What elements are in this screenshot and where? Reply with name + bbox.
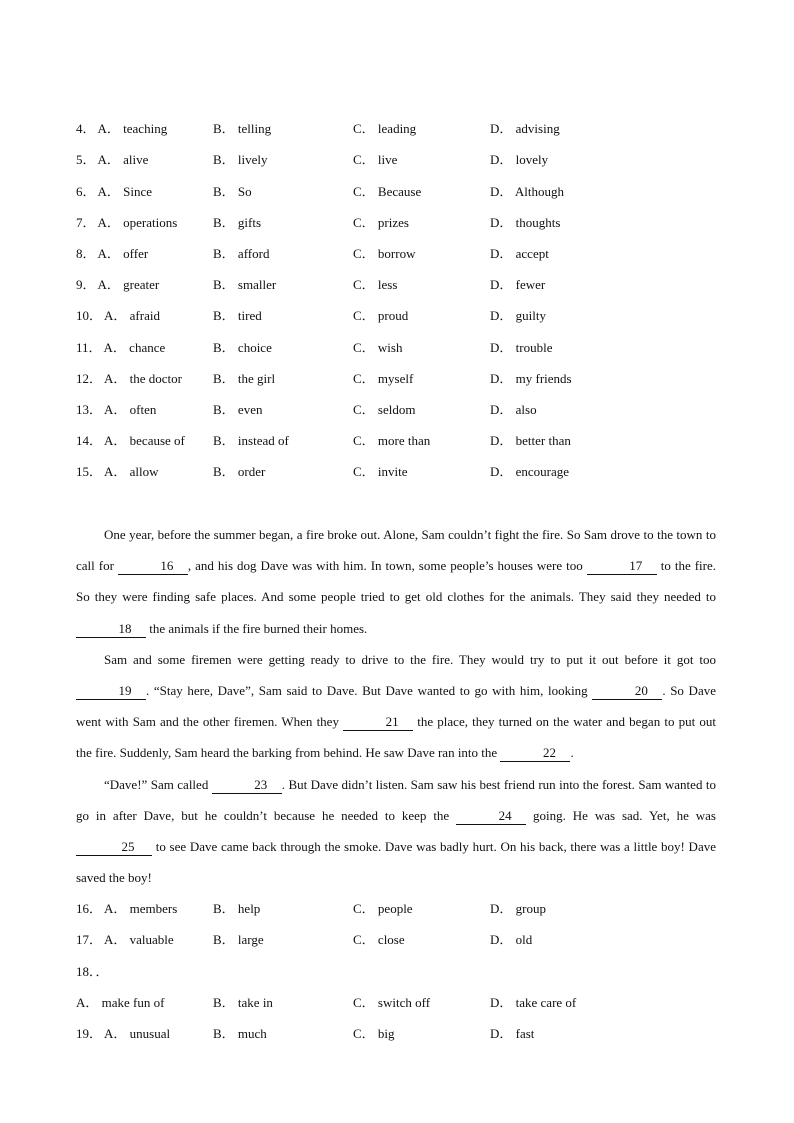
question-10 [76,306,736,326]
option-d: D． lovely [490,152,549,167]
option-b: B． telling [213,121,272,136]
option-d: D． group [490,901,546,916]
option-d: D． take care of [490,995,577,1010]
cloze-passage [76,519,716,893]
option-b: B． smaller [213,277,277,292]
option-a: 6． A． Since [76,184,153,199]
option-a: 16． A． members [76,901,178,916]
option-d: D． encourage [490,464,570,479]
option-a: 7． A． operations [76,215,178,230]
blank-21: 21 [343,714,413,731]
option-a: 8． A． offer [76,246,149,261]
option-d: D． fast [490,1026,535,1041]
blank-19: 19 [76,683,146,700]
passage-paragraph-3: “Dave!” Sam called 23 . But Dave didn’t listen. Sam saw his best friend run into the forest. Sam wanted to go in after Dave, but he couldn’t because he needed to keep the 24 going. He was sad. Yet, he was 25 to see Dave came back through the smoke. Dave was badly hurt. On his back, there was a little boy! Dave saved the boy! [76,776,716,886]
option-a: 5． A． alive [76,152,149,167]
question-7 [76,213,736,233]
option-c: C． proud [353,308,409,323]
option-c: C． live [353,152,398,167]
option-c: C． prizes [353,215,409,230]
blank-18: 18 [76,621,146,638]
option-c: C． close [353,932,405,947]
question-18-options [76,993,736,1013]
option-a: 13． A． often [76,402,157,417]
option-c: C． wish [353,340,403,355]
question-13 [76,400,736,420]
option-b: B． the girl [213,371,276,386]
option-b: B． instead of [213,433,289,448]
question-12 [76,369,736,389]
option-b: B． choice [213,340,272,355]
option-d: D． accept [490,246,549,261]
question-8 [76,244,736,264]
option-d: D． old [490,932,533,947]
option-a: A． make fun of [76,995,165,1010]
option-a: 9． A． greater [76,277,160,292]
blank-17: 17 [587,558,657,575]
option-c: C． switch off [353,995,431,1010]
option-b: B． afford [213,246,270,261]
question-4 [76,119,736,139]
blank-23: 23 [212,777,282,794]
blank-22: 22 [500,745,570,762]
blank-24: 24 [456,808,526,825]
option-c: C． people [353,901,413,916]
option-d: D． thoughts [490,215,561,230]
option-d: D． also [490,402,537,417]
blank-25: 25 [76,839,152,856]
option-a: 10． A． afraid [76,308,160,323]
option-a: 4． A． teaching [76,121,168,136]
passage-paragraph-2: Sam and some firemen were getting ready to drive to the fire. They would try to put it out before it got too 19 . “Stay here, Dave”, Sam said to Dave. But Dave wanted to go with him, looking 20 . So Dave went with Sam and the other firemen. When they 21 the place, they turned on the water and began to put out the fire. Suddenly, Sam heard the barking from behind. He saw Dave ran into the 22 . [76,651,717,761]
option-b: B． gifts [213,215,262,230]
option-b: B． much [213,1026,267,1041]
passage-paragraph-1: One year, before the summer began, a fire broke out. Alone, Sam couldn’t fight the fire. So Sam drove to the town to call for 16 , and his dog Dave was with him. In town, some people’s houses were too 17 to the fire. So they were finding safe places. And some people tried to get old clothes for the animals. They said they needed to 18 the animals if the fire burned their homes. [76,527,716,636]
question-14 [76,431,736,451]
option-c: C． borrow [353,246,416,261]
question-18-number: 18．． [76,964,109,979]
option-b: B． order [213,464,266,479]
option-d: D． advising [490,121,560,136]
option-d: D． fewer [490,277,546,292]
question-15 [76,462,736,482]
option-c: C． more than [353,433,431,448]
option-b: B． lively [213,152,268,167]
option-b: B． So [213,184,252,199]
option-d: D． my friends [490,371,572,386]
question-11 [76,338,736,358]
option-a: 12． A． the doctor [76,371,182,386]
option-d: D． better than [490,433,571,448]
option-d: D． trouble [490,340,553,355]
option-d: D． Although [490,184,565,199]
option-b: B． large [213,932,264,947]
question-6 [76,182,736,202]
option-d: D． guilty [490,308,546,323]
question-19 [76,1024,736,1044]
question-5 [76,150,736,170]
option-c: C． less [353,277,398,292]
option-c: C． seldom [353,402,416,417]
blank-16: 16 [118,558,188,575]
option-c: C． myself [353,371,414,386]
option-a: 17． A． valuable [76,932,174,947]
blank-20: 20 [592,683,662,700]
option-a: 14． A． because of [76,433,185,448]
option-a: 15． A． allow [76,464,159,479]
question-16 [76,899,736,919]
option-b: B． even [213,402,263,417]
option-b: B． tired [213,308,262,323]
question-17 [76,930,736,950]
option-c: C． leading [353,121,417,136]
question-9 [76,275,736,295]
option-a: 19． A． unusual [76,1026,171,1041]
option-a: 11． A． chance [76,340,166,355]
option-c: C． big [353,1026,395,1041]
option-c: C． Because [353,184,422,199]
option-c: C． invite [353,464,408,479]
option-b: B． take in [213,995,273,1010]
option-b: B． help [213,901,261,916]
